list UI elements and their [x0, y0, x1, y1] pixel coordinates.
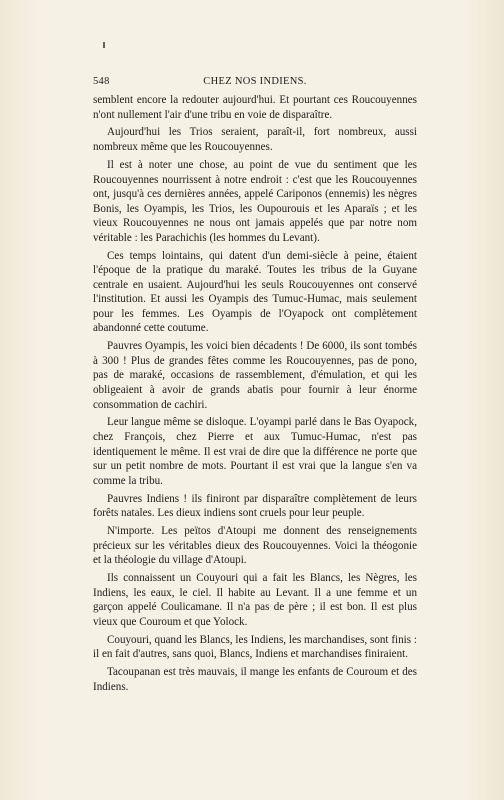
paragraph: Ces temps lointains, qui datent d'un demi-siècle à peine, étaient l'époque de la pratique du maraké. Toutes les tribus de la Guyane centrale en usaient. Aujourd'hui les seuls Roucouyennes ont conservé l'institution. Et aussi les Oyampis des Tumuc-Humac, mais seulement pour les femmes. Les Oyampis de l'Oyapock ont complètement abandonné cette coutume. — [93, 249, 417, 335]
paragraph: Couyouri, quand les Blancs, les Indiens, les marchandises, sont finis : il en fait d'autres, sans quoi, Blancs, Indiens et marchandises finiraient. — [93, 633, 417, 661]
body-text — [93, 93, 417, 698]
paragraph: Pauvres Indiens ! ils finiront par disparaître complètement de leurs forêts natales. Les dieux indiens sont cruels pour leur peuple. — [93, 492, 417, 520]
paragraph: N'importe. Les peïtos d'Atoupi me donnent des renseignements précieux sur les véritables dieux des Roucouyennes. Voici la théogonie et la théologie du village d'Atoupi. — [93, 525, 417, 567]
margin-mark — [103, 42, 105, 48]
paragraph: Pauvres Oyampis, les voici bien décadents ! De 6000, ils sont tombés à 300 ! Plus de grandes fêtes comme les Roucouyennes, pas de pono, pas de maraké, occasions de rassemblement, d'émulation, et qui les obligeaient à avoir de grands abatis pour fournir à leur énorme consommation de cachiri. — [93, 340, 417, 411]
paragraph: Aujourd'hui les Trios seraient, paraît-il, fort nombreux, aussi nombreux même que les Roucouyennes. — [93, 126, 417, 154]
paragraph: Il est à noter une chose, au point de vue du sentiment que les Roucouyennes nourrissent à notre endroit : c'est que les Roucouyennes ont, jusqu'à ces dernières années, appelé Cariponos (ennemis) les nègres Bonis, les Oyampis, les Trios, les Oupourouis et les Aparaïs ; et les vieux Roucouyennes ne nous ont jamais appelés que par notre nom véritable : les Parachichis (les hommes du Levant). — [93, 158, 417, 244]
paragraph: Tacoupanan est très mauvais, il mange les enfants de Couroum et des Indiens. — [93, 666, 417, 693]
paragraph: Ils connaissent un Couyouri qui a fait les Blancs, les Nègres, les Indiens, les eaux, le ciel. Il habite au Levant. Il a une femme et un garçon appelé Coulicamane. Il n'a pas de père ; il est bon. Il est plus vieux que Couroum et que Yolock. — [93, 572, 417, 628]
page-number: 548 — [93, 76, 110, 87]
paragraph: semblent encore la redouter aujourd'hui. Et pourtant ces Roucouyennes n'ont nullement l'air d'une tribu en voie de disparaître. — [93, 94, 417, 121]
running-title: CHEZ NOS INDIENS. — [203, 76, 307, 87]
paragraph: Leur langue même se disloque. L'oyampi parlé dans le Bas Oyapock, chez François, chez Pierre et aux Tumuc-Humac, n'est pas identiquement le même. Il est vrai de dire que la différence ne porte que sur un petit nombre de mots. Pourtant il est vrai que la langue s'en va comme la tribu. — [93, 416, 417, 487]
